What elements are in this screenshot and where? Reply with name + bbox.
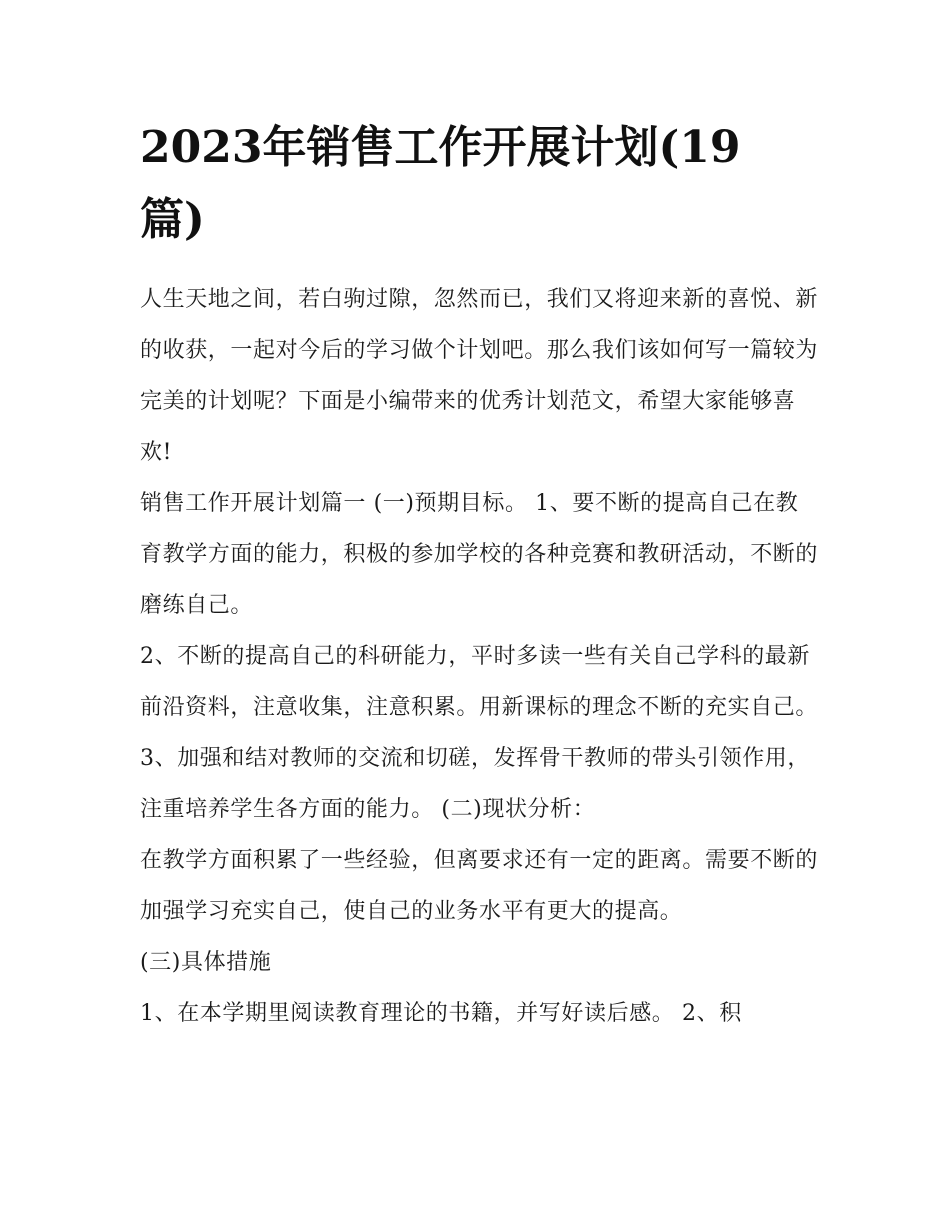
- paragraph-plan-goals: 销售工作开展计划篇一 (一)预期目标。 1、要不断的提高自己在教育教学方面的能力，积极的参加学校的各种竞赛和教研活动，不断的磨练自己。: [140, 491, 819, 618]
- document-title: 2023年销售工作开展计划(19篇): [140, 122, 741, 245]
- paragraph-intro: 人生天地之间，若白驹过隙，忽然而已，我们又将迎来新的喜悦、新的收获，一起对今后的学习做个计划吧。那么我们该如何写一篇较为完美的计划呢？下面是小编带来的优秀计划范文，希望大家能够喜欢!: [140, 287, 819, 465]
- document-body: [140, 112, 820, 1039]
- paragraph-measures-heading: (三)具体措施: [140, 950, 272, 975]
- paragraph-measure-1: 1、在本学期里阅读教育理论的书籍，并写好读后感。 2、积: [140, 1001, 742, 1026]
- paragraph-status-analysis: 在教学方面积累了一些经验，但离要求还有一定的距离。需要不断的加强学习充实自己，使自己的业务水平有更大的提高。: [140, 848, 819, 924]
- paragraph-goal-3: 3、加强和结对教师的交流和切磋，发挥骨干教师的带头引领作用，注重培养学生各方面的能力。 (二)现状分析：: [140, 746, 810, 822]
- paragraph-goal-2: 2、不断的提高自己的科研能力，平时多读一些有关自己学科的最新前沿资料，注意收集，注意积累。用新课标的理念不断的充实自己。: [140, 644, 819, 720]
